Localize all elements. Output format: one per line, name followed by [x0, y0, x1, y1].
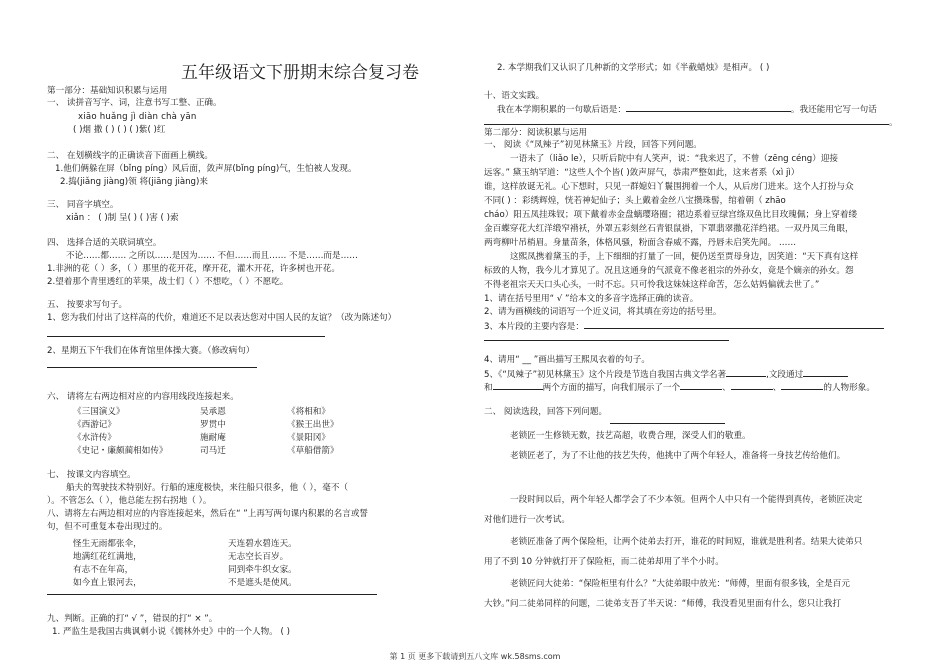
section4-line2: 2.望着那个青里透红的苹果，战士们（ ）不想吃，（ ）不愿吃。: [47, 277, 289, 287]
section4-line1: 1.非洲的花（ ）多，（ ）那里的花开花，摩开花，灌木开花，许多树也开花。: [47, 264, 340, 274]
passage2-line: 老锁匠老了，为了不让他的技艺失传，他挑中了两个年轻人，准备将一身技艺传给他们。: [510, 451, 846, 461]
judge-item-2: 2. 本学期我们又认识了几种新的文学形式；如《半截蜡烛》是相声。 ( ): [497, 63, 770, 73]
passage1-line: 这熙凤携着黛玉的手，上下细细的打量了一回，便仍送至贾母身边，因笑道：“天下真有这样: [510, 252, 859, 262]
blank[interactable]: [803, 368, 848, 377]
passage1-line: 一语未了（liǎo le），只听后院中有人笑声，说：“我来迟了，不曾（zēng céng）迎接: [510, 154, 839, 164]
passage1-line: 远客。” 黛玉纳罕道：“这些人个个皆( )敛声屏气，恭肃严整如此，这来者系（xì jì）: [484, 168, 800, 178]
section10-line1: [497, 103, 877, 116]
blank[interactable]: [493, 381, 543, 390]
q5-text: 、: [772, 383, 782, 393]
section2-line2: 2.捣(jiǎng jiàng)领 将(jiāng jiàng)来: [60, 177, 208, 187]
section2-line1: 1.他们俩躲在屏（bǐng píng）风后面，敛声屏(bǐng píng)气，生怕被人发现。: [55, 164, 357, 174]
passage1-line: 两弯柳叶吊梢眉。身量苗条，体格风骚，粉面含春威不露，丹唇未启笑先闻。 ……: [484, 238, 797, 248]
section7-title: 七、 按课文内容填空。: [47, 470, 136, 480]
poem-line-left[interactable]: 地满红花红满地，: [73, 552, 142, 562]
text-item[interactable]: 《猴王出世》: [287, 420, 339, 430]
q5-text: ,文段通过: [766, 370, 804, 380]
part1-heading: 第一部分：基础知识积累与运用: [47, 86, 168, 96]
section9-title: 九、判断。正确的打“ √ ”，错误的打“ × ”。: [47, 614, 218, 624]
passage1-line: 标致的人物，我今儿才算见了。况且这通身的气派竟不像老祖宗的外孙女，竟是个嫡亲的孙女。怨: [484, 266, 854, 276]
poem-line-left[interactable]: 怪生无雨都张伞，: [73, 539, 142, 549]
answer-line[interactable]: [484, 340, 729, 341]
section3-title: 三、 同音字填空。: [47, 200, 119, 210]
section8-line2: 句，但不可重复本卷出现过的。: [47, 522, 168, 532]
author-item[interactable]: 司马迁: [200, 446, 226, 456]
passage2-line: 大钞。”问二徒弟同样的问题，二徒弟支吾了半天说：“师傅，我没看见里面有什么，您只让我打: [484, 599, 841, 609]
answer-line[interactable]: [47, 594, 377, 595]
question-3: [484, 320, 884, 333]
section9-line1: 1. 严监生是我国古典讽刺小说《儒林外史》中的一个人物。 ( ): [52, 627, 290, 637]
section1-title: 一、 读拼音写字、词，注意书写工整、正确。: [47, 98, 222, 108]
section1-pinyin: xiāo huǎng jì diàn chà yān: [78, 112, 197, 122]
passage2-line: 对他们进行一次考试。: [484, 515, 570, 525]
section5-title: 五、 按要求写句子。: [47, 300, 128, 310]
reading1-title: 一、 阅读《“凤辣子”初见林黛玉》片段，回答下列问题。: [484, 140, 702, 150]
question-4: 4、请用“ __ ”画出描写王熙凤衣着的句子。: [484, 355, 650, 365]
section10-suffix: 。我还能用它写一句话: [790, 105, 877, 115]
question-1: 1、请在括号里用“ √ ”给本文的多音字选择正确的读音。: [484, 294, 699, 304]
passage2-line: 老锁匠准备了两个保险柜，让两个徒弟去打开，谁花的时间短，谁就是胜利者。结果大徒弟只: [510, 537, 863, 547]
q5-text: 、: [722, 383, 731, 393]
q5-text: 和: [484, 383, 493, 393]
title-blank[interactable]: [610, 423, 725, 424]
passage1-line: cháo）阳五凤挂珠钗；项下戴着赤金盘螭璎珞圈；裙边系着豆绿宫绦双鱼比目玫瑰佩；身上穿着缕: [484, 210, 858, 220]
section6-title: 六、 请将左右两边相对应的内容用线段连接起来。: [47, 392, 239, 402]
poem-line-right[interactable]: 同到牵牛织女家。: [228, 565, 297, 575]
passage1-line: 金百蝶穿花大红洋缎窄褙袄，外罩五彩刻丝石青银鼠褂，下罩翡翠撒花洋绉裙。一双丹凤三角眼，: [484, 224, 854, 234]
book-name-blank[interactable]: [726, 368, 766, 377]
answer-line[interactable]: [47, 367, 257, 368]
section10-title: 十、语文实践。: [484, 91, 545, 101]
section1-fill: ( )烟 撒 ( ) ( ) ( )紫( )红: [73, 125, 166, 135]
answer-line[interactable]: [47, 336, 325, 337]
section10-prompt: 我在本学期积累的一句歇后语是：: [497, 105, 626, 115]
passage2-line: 一段时间以后，两个年轻人都学会了不少本领。但两个人中只有一个能得到真传，老锁匠决定: [510, 495, 863, 505]
book-item[interactable]: 《西游记》: [73, 420, 116, 430]
question-5: [484, 368, 848, 381]
passage2-line: 用了不到 10 分钟就打开了保险柜，而二徒弟却用了半个小时。: [484, 557, 724, 567]
passage1-line: 谁，这样放诞无礼。心下想时，只见一群媳妇丫鬟围拥着一个人，从后房门进来。这个人打扮与众: [484, 182, 854, 192]
poem-line-right[interactable]: 无志空长百岁。: [228, 552, 289, 562]
section4-words: 不论……都…… 之所以……是因为…… 不但……而且…… 不是……而是……: [66, 251, 358, 261]
poem-line-right[interactable]: 不是遮头是使风。: [228, 578, 297, 588]
blank[interactable]: [731, 381, 773, 390]
text-item[interactable]: 《景阳冈》: [287, 433, 330, 443]
section8-line1: 八、请将左右两边相对应的内容连接起来，然后在“ ”上再写两句课内积累的名言或誓: [47, 509, 369, 519]
part2-heading: 第二部分：阅读积累与运用: [484, 128, 588, 138]
passage2-line: 老锁匠一生修锁无数，技艺高超，收费合理，深受人们的敬重。: [510, 431, 751, 441]
blank[interactable]: [781, 381, 823, 390]
page-title: 五年级语文下册期末综合复习卷: [181, 63, 419, 83]
q5-text: 5、《“凤辣子”初见林黛玉》这个片段是节选自我国古典文学名著: [484, 370, 727, 380]
author-item[interactable]: 施耐庵: [200, 433, 226, 443]
q5-text: 的人物形象。: [823, 383, 875, 393]
book-item[interactable]: 《三国演义》: [73, 407, 125, 417]
period: 。: [889, 118, 898, 128]
passage1-line: 不同( ) ：彩绣辉煌，恍若神妃仙子；头上戴着金丝八宝攒珠髻，绾着朝（ zhāo: [484, 196, 786, 206]
poem-line-right[interactable]: 天连碧水碧连天。: [228, 539, 297, 549]
author-item[interactable]: 吴承恩: [200, 407, 226, 417]
section7-line1: 船夫的驾驶技术特别好。行船的速度极快，来往船只很多，他（ ），毫不（: [66, 483, 349, 493]
passage2-line: 老锁匠问大徒弟：“保险柜里有什么？”大徒弟眼中放光：“师傅，里面有很多钱，全是百元: [510, 579, 850, 589]
section2-title: 二、 在划横线字的正确读音下面画上横线。: [47, 151, 214, 161]
poem-line-left[interactable]: 如今直上银河去，: [73, 578, 142, 588]
section5-line2: 2、星期五下午我们在体育馆里体操大赛。（修改病句）: [47, 346, 255, 356]
main-content-blank[interactable]: [584, 320, 884, 329]
reading2-title: 二、 阅读选段，回答下列问题。: [484, 407, 608, 417]
idiom-answer-blank[interactable]: [626, 103, 791, 112]
section4-title: 四、 选择合适的关联词填空。: [47, 238, 162, 248]
question-2: 2、请为画横线的词语写一个近义词，将其填在旁边的括号里。: [484, 307, 722, 317]
blank[interactable]: [680, 381, 722, 390]
text-item[interactable]: 《将相和》: [287, 407, 330, 417]
page-footer: 第 1 页 更多下载请到五八文库 wk.58sms.com: [389, 652, 561, 661]
book-item[interactable]: 《史记・廉颇蔺相如传》: [73, 446, 168, 456]
question-3-text: 3、本片段的主要内容是：: [484, 322, 584, 332]
section3-line1: xiǎn ： ( )制 呈( ) ( )害 ( )索: [66, 213, 179, 223]
text-item[interactable]: 《草船借箭》: [287, 446, 339, 456]
author-item[interactable]: 罗贯中: [200, 420, 226, 430]
poem-line-left[interactable]: 有志不在年高，: [73, 565, 134, 575]
question-5-cont: [484, 381, 875, 394]
sentence-answer-blank[interactable]: [484, 116, 889, 125]
book-item[interactable]: 《水浒传》: [73, 433, 116, 443]
passage1-line: 不得老祖宗天天口头心头，一时不忘。只可怜我这妹妹这样命苦，怎么姑妈偏就去世了。”: [484, 280, 820, 290]
section7-line2: ）。不管怎么（ ），他总能左拐右拐地（ ）。: [47, 496, 212, 506]
section5-line1: 1、您为我们付出了这样高的代价，难道还不足以表达您对中国人民的友谊？（改为陈述句）: [47, 313, 397, 323]
q5-text: 两个方面的描写，向我们展示了一个: [542, 383, 681, 393]
